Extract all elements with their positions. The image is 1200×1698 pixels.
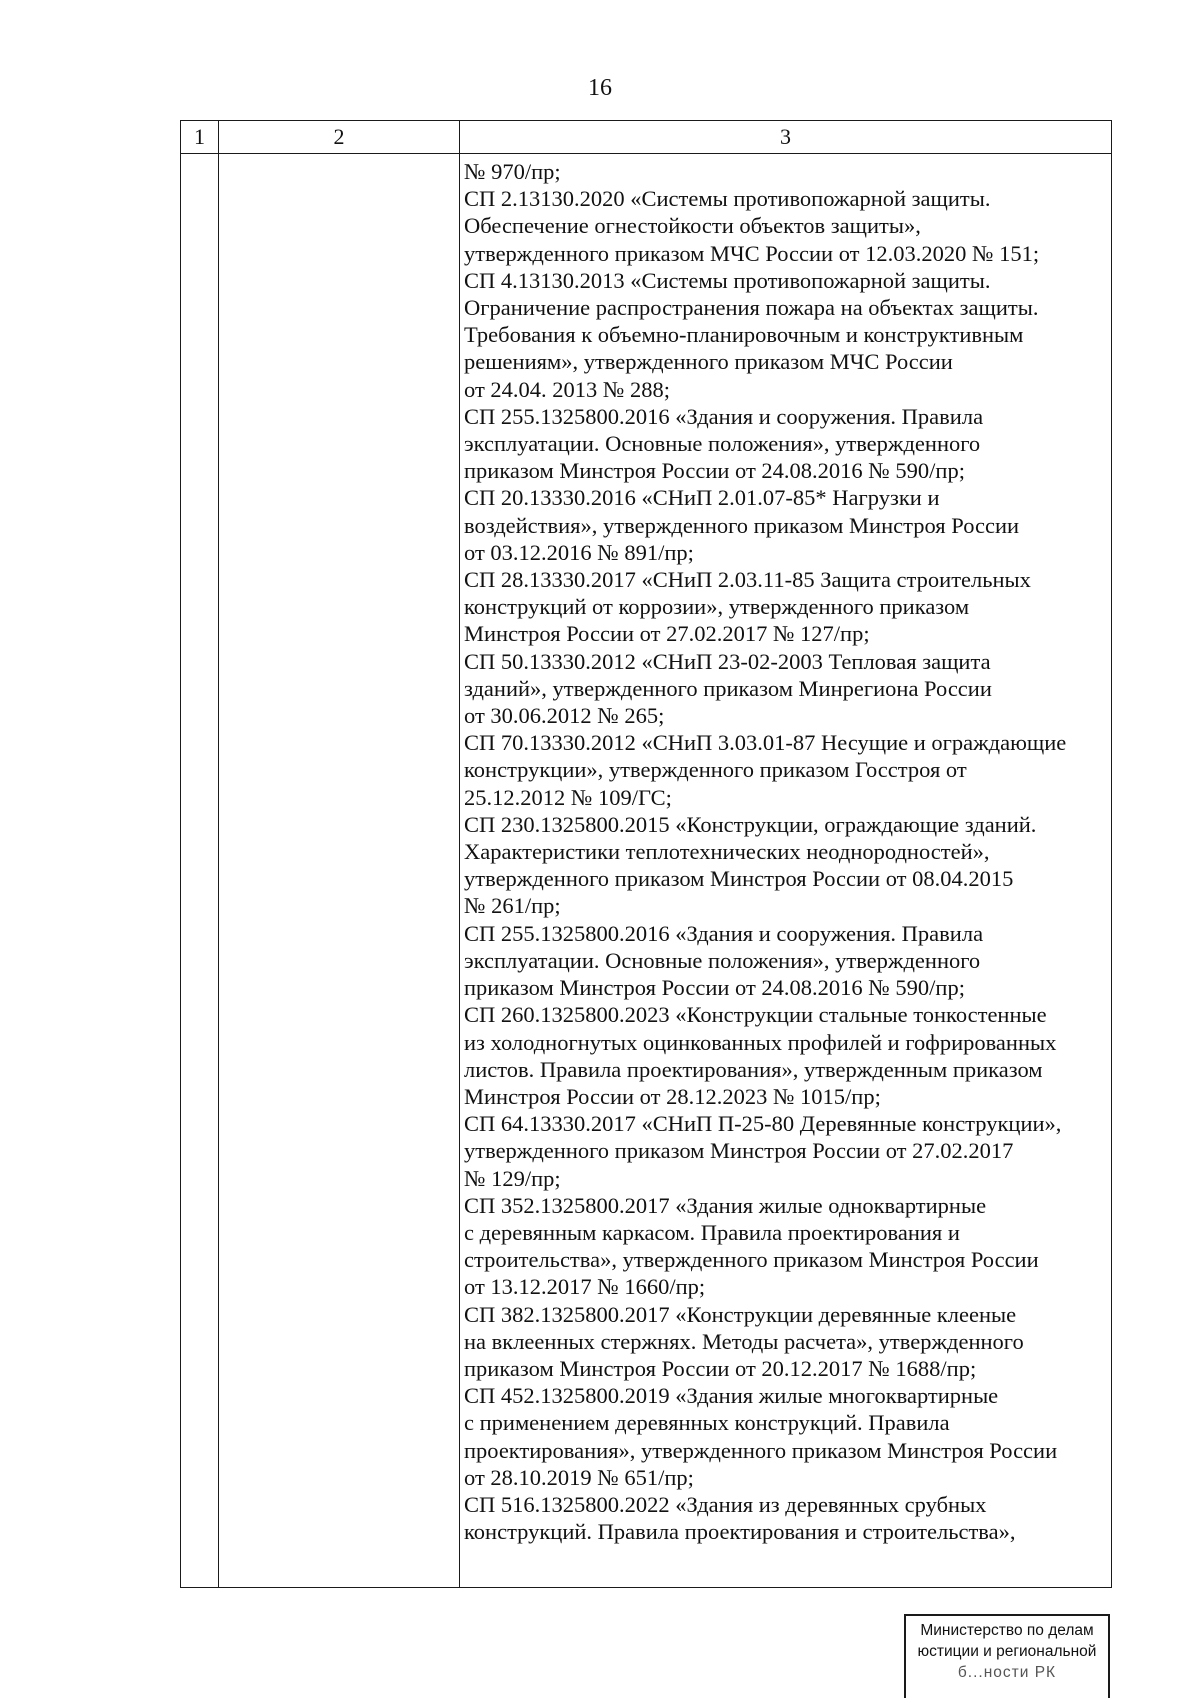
cell-col-3	[460, 154, 1112, 1588]
regulation-line: СП 260.1325800.2023 «Конструкции стальные тонкостенные	[464, 1002, 1047, 1028]
regulation-line: утвержденного приказом Минстроя России от 27.02.2017	[464, 1138, 1014, 1164]
regulation-line: СП 230.1325800.2015 «Конструкции, ограждающие зданий.	[464, 811, 1037, 837]
regulation-line: СП 50.13330.2012 «СНиП 23-02-2003 Тепловая защита	[464, 648, 991, 674]
regulation-line: СП 452.1325800.2019 «Здания жилые многоквартирные	[464, 1383, 999, 1409]
regulation-line: эксплуатации. Основные положения», утвержденного	[464, 431, 981, 457]
regulation-line: на вклеенных стержнях. Методы расчета», утвержденного	[464, 1328, 1024, 1354]
regulation-line: СП 255.1325800.2016 «Здания и сооружения. Правила	[464, 920, 984, 946]
regulation-line: воздействия», утвержденного приказом Минстроя России	[464, 512, 1020, 538]
regulation-line: из холодногнутых оцинкованных профилей и гофрированных	[464, 1029, 1057, 1055]
regulation-line: с применением деревянных конструкций. Правила	[464, 1410, 950, 1436]
regulation-line: СП 28.13330.2017 «СНиП 2.03.11-85 Защита строительных	[464, 567, 1031, 593]
stamp-line-3: б...ности РК	[957, 1664, 1057, 1681]
regulation-line: листов. Правила проектирования», утвержденным приказом	[464, 1056, 1043, 1082]
regulation-line: СП 516.1325800.2022 «Здания из деревянных срубных	[464, 1491, 987, 1517]
regulation-line: от 28.10.2019 № 651/пр;	[464, 1464, 694, 1490]
regulation-line: СП 352.1325800.2017 «Здания жилые одноквартирные	[464, 1192, 987, 1218]
regulation-line: утвержденного приказом Минстроя России от 08.04.2015	[464, 866, 1014, 892]
regulation-line: Требования к объемно-планировочным и конструктивным	[464, 322, 1024, 348]
stamp-line-2: юстиции и региональной	[917, 1643, 1097, 1660]
regulation-line: № 261/пр;	[464, 893, 561, 919]
regulation-line: от 24.04. 2013 № 288;	[464, 376, 671, 402]
regulation-line: решениям», утвержденного приказом МЧС России	[464, 349, 953, 375]
regulation-line: от 30.06.2012 № 265;	[464, 703, 665, 729]
regulation-line: № 970/пр;	[464, 159, 561, 184]
regulation-line: от 13.12.2017 № 1660/пр;	[464, 1274, 706, 1300]
table-row	[181, 154, 1112, 1588]
header-col-3: 3	[460, 121, 1112, 154]
regulation-line: от 03.12.2016 № 891/пр;	[464, 539, 694, 565]
regulation-line: строительства», утвержденного приказом Минстроя России	[464, 1247, 1039, 1273]
regulation-line: Характеристики теплотехнических неоднородностей»,	[464, 839, 990, 865]
page-number: 16	[588, 75, 612, 101]
regulation-line: СП 20.13330.2016 «СНиП 2.01.07-85* Нагрузки и	[464, 485, 940, 511]
regulation-line: конструкций. Правила проектирования и строительства»,	[464, 1519, 1016, 1545]
regulation-line: конструкций от коррозии», утвержденного приказом	[464, 594, 970, 620]
regulation-line: приказом Минстроя России от 24.08.2016 № 590/пр;	[464, 975, 965, 1001]
regulation-line: конструкции», утвержденного приказом Госстроя от	[464, 757, 967, 783]
regulation-line: СП 70.13330.2012 «СНиП 3.03.01-87 Несущие и ограждающие	[464, 730, 1067, 756]
regulation-line: утвержденного приказом МЧС России от 12.03.2020 № 151;	[464, 240, 1040, 266]
regulation-line: 25.12.2012 № 109/ГС;	[464, 784, 672, 810]
regulation-line: эксплуатации. Основные положения», утвержденного	[464, 947, 981, 973]
regulation-line: СП 4.13130.2013 «Системы противопожарной защиты.	[464, 267, 991, 293]
regulation-line: СП 255.1325800.2016 «Здания и сооружения. Правила	[464, 403, 984, 429]
regulation-line: СП 2.13130.2020 «Системы противопожарной защиты.	[464, 186, 991, 212]
regulation-line: СП 382.1325800.2017 «Конструкции деревянные клееные	[464, 1301, 1017, 1327]
cell-col-1	[181, 154, 219, 1588]
header-col-2: 2	[219, 121, 460, 154]
regulation-line: приказом Минстроя России от 24.08.2016 № 590/пр;	[464, 458, 965, 484]
cell-col-2	[219, 154, 460, 1588]
table-header-row	[181, 121, 1112, 154]
stamp-line-1: Министерство по делам	[920, 1622, 1094, 1639]
regulation-line: проектирования», утвержденного приказом Минстроя России	[464, 1437, 1058, 1463]
regulation-line: № 129/пр;	[464, 1165, 561, 1191]
regulation-list	[464, 158, 1109, 1545]
ministry-stamp	[904, 1614, 1110, 1698]
regulation-line: с деревянным каркасом. Правила проектирования и	[464, 1219, 960, 1245]
regulation-line: Минстроя России от 28.12.2023 № 1015/пр;	[464, 1083, 881, 1109]
regulation-line: приказом Минстроя России от 20.12.2017 № 1688/пр;	[464, 1355, 977, 1381]
regulation-line: Обеспечение огнестойкости объектов защиты»,	[464, 213, 921, 239]
regulation-line: зданий», утвержденного приказом Минрегиона России	[464, 675, 992, 701]
header-col-1: 1	[181, 121, 219, 154]
regulation-line: Минстроя России от 27.02.2017 № 127/пр;	[464, 621, 870, 647]
regulation-line: СП 64.13330.2017 «СНиП П-25-80 Деревянные конструкции»,	[464, 1111, 1062, 1137]
regulation-line: Ограничение распространения пожара на объектах защиты.	[464, 295, 1039, 321]
document-table	[180, 120, 1112, 1588]
